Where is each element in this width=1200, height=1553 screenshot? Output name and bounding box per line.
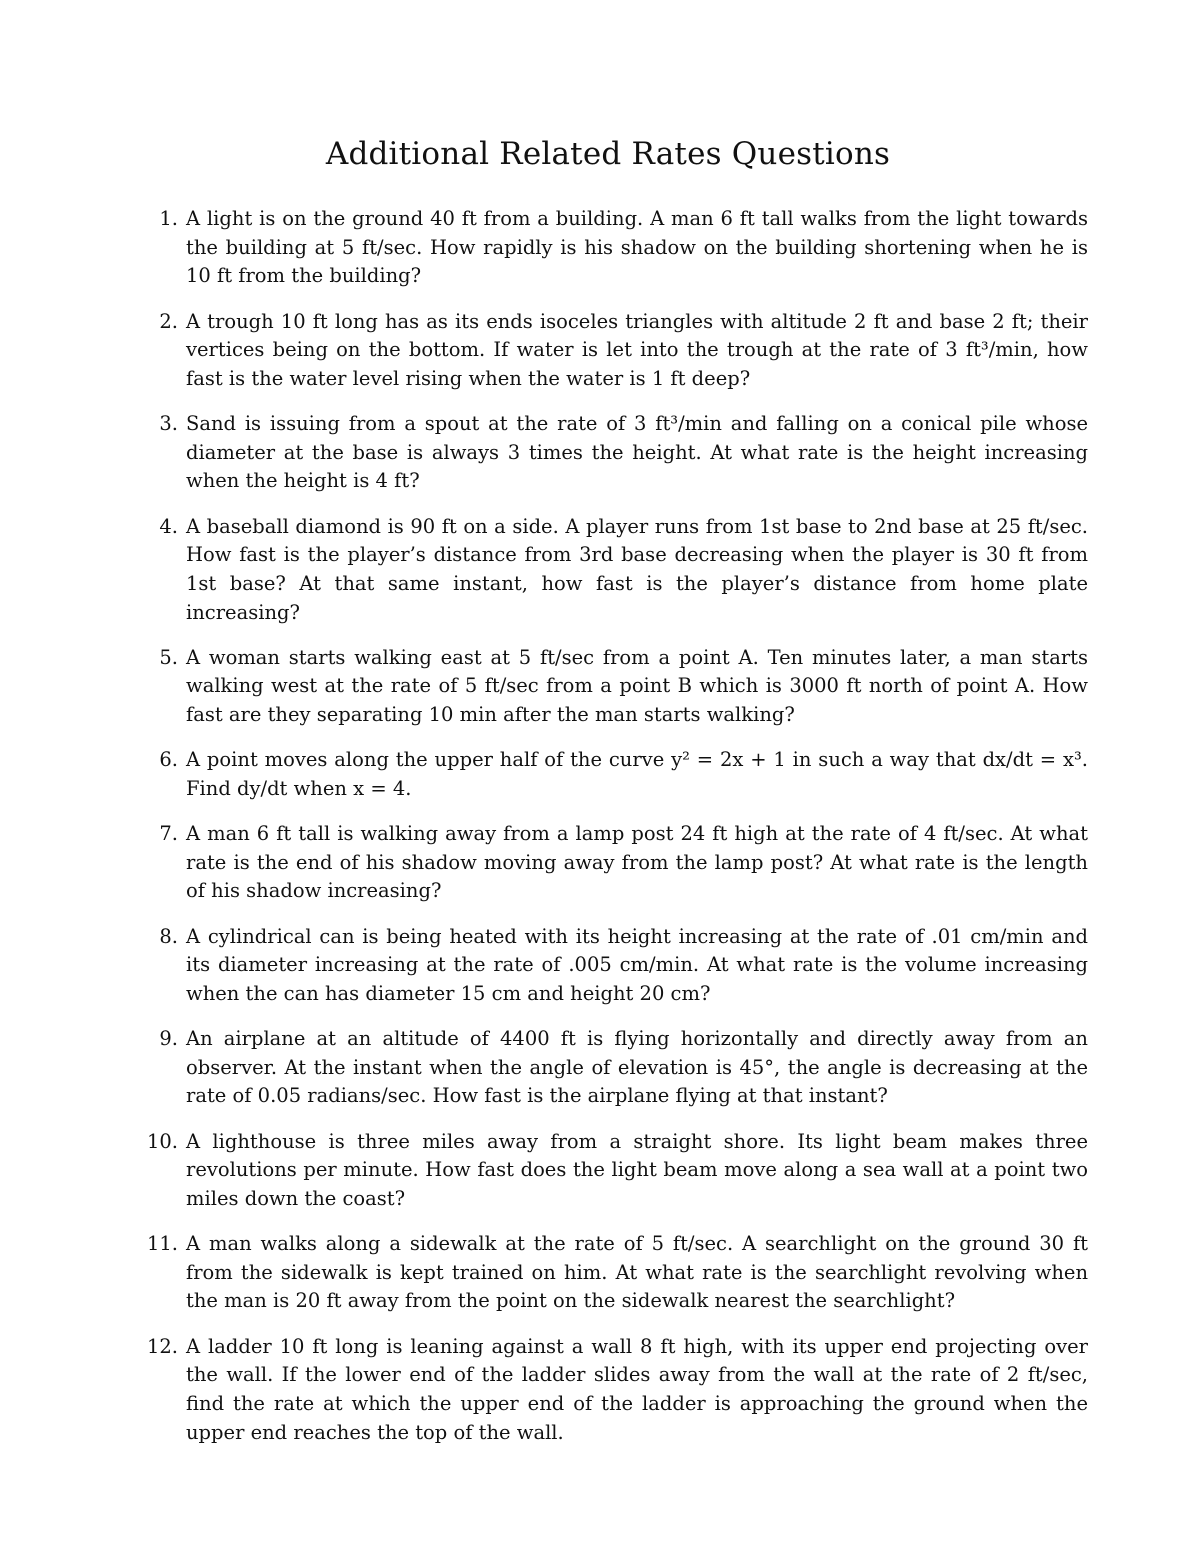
- question-item: [159, 308, 1088, 394]
- question-item: [159, 1025, 1088, 1111]
- question-text: A light is on the ground 40 ft from a building. A man 6 ft tall walks from the light towards the building at 5 ft/sec. How rapidly is his shadow on the building shortening when he is 10 ft from the building?: [186, 207, 1088, 288]
- question-text: A cylindrical can is being heated with its height increasing at the rate of .01 cm/min and its diameter increasing at the rate of .005 cm/min. At what rate is the volume increasing when the can has diameter 15 cm and height 20 cm?: [186, 924, 1088, 1005]
- question-item: [146, 1128, 1088, 1214]
- question-item: [159, 513, 1088, 628]
- question-number: 9.: [159, 1027, 178, 1050]
- question-number: 12.: [146, 1334, 178, 1358]
- question-number: 2.: [159, 309, 178, 333]
- question-item: [159, 746, 1088, 803]
- question-item: [146, 1333, 1088, 1448]
- question-text: A woman starts walking east at 5 ft/sec from a point A. Ten minutes later, a man starts walking west at the rate of 5 ft/sec from a point B which is 3000 ft north of point A. How fast are they separating 10 min after the man starts walking?: [186, 645, 1088, 727]
- question-text: A ladder 10 ft long is leaning against a wall 8 ft high, with its upper end projecting over the wall. If the lower end of the ladder slides away from the wall at the rate of 2 ft/sec, find the rate at which the upper end of the ladder is approaching the ground when the upper end reaches the top of the wall.: [186, 1334, 1088, 1444]
- question-text: A baseball diamond is 90 ft on a side. A player runs from 1st base to 2nd base at 25 ft/sec. How fast is the player’s distance from 3rd base decreasing when the player is 30 ft from 1st base? At that same instant, how fast is the player’s distance from home plate increasing?: [186, 514, 1088, 624]
- question-number: 1.: [159, 207, 178, 230]
- question-number: 3.: [159, 412, 178, 435]
- question-text: An airplane at an altitude of 4400 ft is flying horizontally and directly away from an observer. At the instant when the angle of elevation is 45°, the angle is decreasing at the rate of 0.05 radians/sec. How fast is the airplane flying at that instant?: [186, 1027, 1088, 1108]
- question-text: A lighthouse is three miles away from a straight shore. Its light beam makes three revolutions per minute. How fast does the light beam move along a sea wall at a point two miles down the coast?: [186, 1129, 1088, 1210]
- question-text: A trough 10 ft long has as its ends isoceles triangles with altitude 2 ft and base 2 ft; their vertices being on the bottom. If water is let into the trough at the rate of 3 ft³/min, how fast is the water level rising when the water is 1 ft deep?: [186, 309, 1088, 390]
- question-number: 11.: [146, 1232, 178, 1255]
- question-item: [159, 923, 1088, 1009]
- question-text: A point moves along the upper half of the curve y² = 2x + 1 in such a way that dx/dt = x³. Find dy/dt when x = 4.: [186, 748, 1088, 800]
- question-number: 7.: [159, 822, 178, 845]
- question-item: [159, 205, 1088, 291]
- page-title: Additional Related Rates Questions: [325, 136, 891, 172]
- question-number: 5.: [159, 645, 178, 669]
- question-item: [159, 410, 1088, 496]
- question-text: Sand is issuing from a spout at the rate of 3 ft³/min and falling on a conical pile whose diameter at the base is always 3 times the height. At what rate is the height increasing when the height is 4 ft?: [186, 412, 1088, 493]
- question-text: A man 6 ft tall is walking away from a lamp post 24 ft high at the rate of 4 ft/sec. At what rate is the end of his shadow moving away from the lamp post? At what rate is the length of his shadow increasing?: [186, 822, 1088, 903]
- question-number: 8.: [159, 924, 178, 948]
- question-item: [159, 820, 1088, 906]
- question-text: A man walks along a sidewalk at the rate of 5 ft/sec. A searchlight on the ground 30 ft from the sidewalk is kept trained on him. At what rate is the searchlight revolving when the man is 20 ft away from the point on the sidewalk nearest the searchlight?: [186, 1232, 1088, 1313]
- question-number: 4.: [159, 514, 178, 538]
- question-number: 6.: [159, 748, 178, 772]
- question-number: 10.: [146, 1129, 178, 1153]
- question-list: [146, 205, 1088, 1464]
- question-item: [146, 1230, 1088, 1316]
- question-item: [159, 644, 1088, 730]
